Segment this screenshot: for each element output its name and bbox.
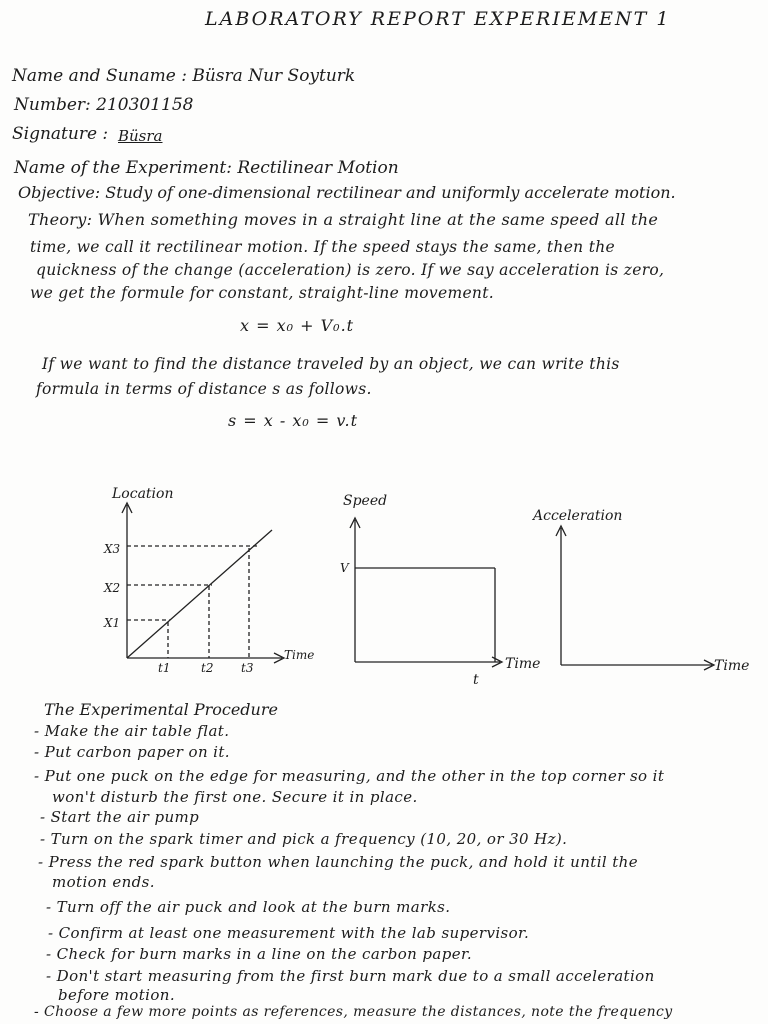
procedure-step: - Check for burn marks in a line on the carbon paper. bbox=[46, 945, 473, 963]
procedure-step: - Choose a few more points as references, measure the distances, note the frequency bbox=[34, 1004, 673, 1020]
signature-label: Signature : bbox=[12, 124, 109, 144]
x-tick-t2: t2 bbox=[201, 661, 214, 675]
speed-tick-t: t bbox=[473, 672, 479, 688]
procedure-step: - Turn on the spark timer and pick a frequency (10, 20, or 30 Hz). bbox=[40, 830, 568, 848]
name-line: Name and Suname : Büsra Nur Soyturk bbox=[12, 66, 356, 86]
x-tick-t3: t3 bbox=[241, 661, 254, 675]
signature-value: Büsra bbox=[118, 127, 163, 145]
speed-time-label: Time bbox=[505, 656, 541, 672]
speed-axis-label: Speed bbox=[343, 493, 388, 509]
number-line: Number: 210301158 bbox=[14, 95, 194, 115]
location-axis-label: Location bbox=[112, 486, 174, 502]
y-tick-x2: X2 bbox=[104, 581, 121, 595]
procedure-step: - Don't start measuring from the first burn mark due to a small acceleration bbox=[46, 967, 655, 985]
procedure-step: motion ends. bbox=[52, 873, 155, 891]
y-tick-x3: X3 bbox=[104, 542, 121, 556]
acceleration-time-label: Time bbox=[714, 658, 750, 674]
procedure-step: - Put carbon paper on it. bbox=[34, 743, 230, 761]
procedure-heading: The Experimental Procedure bbox=[44, 700, 278, 719]
objective-line: Objective: Study of one-dimensional rectilinear and uniformly accelerate motion. bbox=[18, 183, 676, 202]
theory-line: we get the formule for constant, straight-line movement. bbox=[30, 284, 494, 302]
theory-line: quickness of the change (acceleration) is zero. If we say acceleration is zero, bbox=[36, 261, 665, 279]
procedure-step: won't disturb the first one. Secure it in place. bbox=[52, 788, 418, 806]
theory-line: time, we call it rectilinear motion. If the speed stays the same, then the bbox=[30, 238, 615, 256]
procedure-step: - Put one puck on the edge for measuring, and the other in the top corner so it bbox=[34, 767, 665, 785]
experiment-name: Name of the Experiment: Rectilinear Motion bbox=[14, 158, 399, 178]
procedure-step: - Make the air table flat. bbox=[34, 722, 230, 740]
procedure-step: - Turn off the air puck and look at the burn marks. bbox=[46, 898, 451, 916]
formula-position: x = x₀ + V₀.t bbox=[240, 316, 355, 335]
x-tick-t1: t1 bbox=[158, 661, 171, 675]
page-title: LABORATORY REPORT EXPERIEMENT 1 bbox=[205, 8, 671, 30]
procedure-step: before motion. bbox=[58, 986, 176, 1004]
acceleration-axis-label: Acceleration bbox=[533, 508, 623, 524]
theory-paragraph-line: If we want to find the distance traveled by an object, we can write this bbox=[42, 355, 620, 373]
location-time-label: Time bbox=[284, 648, 315, 662]
theory-paragraph-line: formula in terms of distance s as follows. bbox=[36, 380, 372, 398]
theory-line: Theory: When something moves in a straight line at the same speed all the bbox=[28, 210, 659, 229]
speed-tick-v: V bbox=[340, 561, 349, 575]
procedure-step: - Start the air pump bbox=[40, 808, 200, 826]
procedure-step: - Press the red spark button when launching the puck, and hold it until the bbox=[38, 853, 639, 871]
formula-distance: s = x - x₀ = v.t bbox=[228, 411, 359, 430]
y-tick-x1: X1 bbox=[104, 616, 121, 630]
procedure-step: - Confirm at least one measurement with the lab supervisor. bbox=[48, 924, 530, 942]
